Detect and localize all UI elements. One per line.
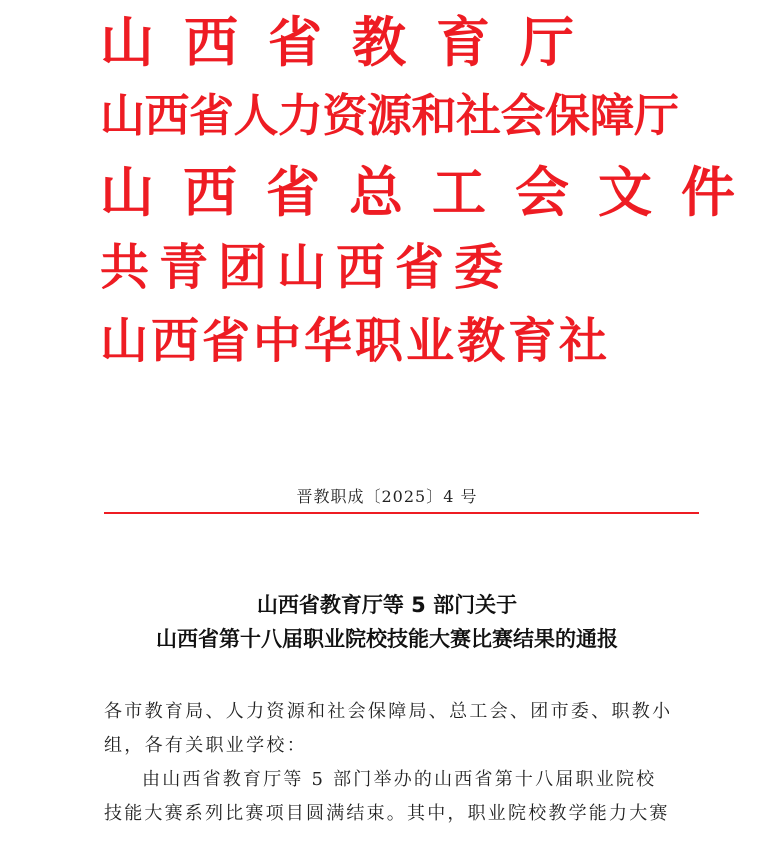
document-title-line-2: 山西省第十八届职业院校技能大赛比赛结果的通报	[156, 627, 618, 651]
letterhead-line-hr-social-security-dept: 山西省人力资源和社会保障厅	[100, 89, 679, 142]
letterhead-line-vocational-education-society: 山西省中华职业教育社	[100, 313, 611, 369]
body-paragraph-line-1: 由山西省教育厅等 5 部门举办的山西省第十八届职业院校	[142, 769, 657, 790]
letterhead-line-youth-league: 共青团山西省委	[100, 239, 514, 296]
document-number: 晋教职成〔2025〕4 号	[296, 487, 478, 506]
salutation-line-1: 各市教育局、人力资源和社会保障局、总工会、团市委、职教小	[104, 701, 673, 722]
red-divider-line	[104, 512, 699, 514]
body-paragraph-line-2: 技能大赛系列比赛项目圆满结束。其中，职业院校教学能力大赛	[104, 803, 670, 824]
letterhead-line-federation-of-trade-unions: 山西省总工会文件	[100, 161, 764, 224]
letterhead-line-education-dept: 山西省教育厅	[100, 11, 604, 74]
document-title-line-1: 山西省教育厅等 5 部门关于	[256, 593, 518, 617]
salutation-line-2: 组，各有关职业学校：	[104, 735, 307, 756]
